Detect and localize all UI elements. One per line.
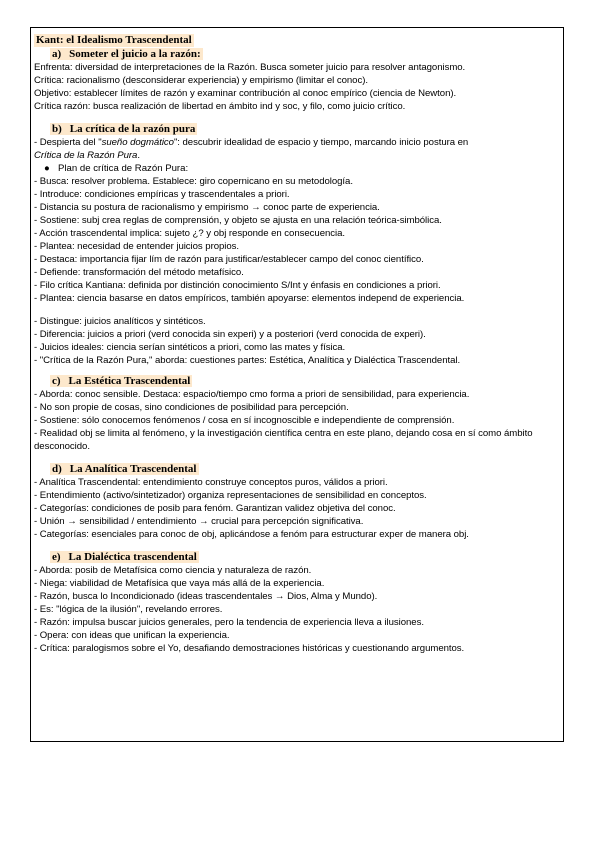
section-d-heading — [50, 463, 560, 476]
section-b-intro-cont — [34, 149, 560, 162]
section-c-line: - Sostiene: sólo conocemos fenómenos / cosa en sí incognoscible e independiente de comprensión. — [34, 415, 455, 426]
bullet-text: Plan de crítica de Razón Pura: — [58, 163, 189, 174]
section-a-heading — [50, 48, 560, 61]
section-e-label: e) — [52, 551, 61, 563]
section-d-line: - Unión → sensibilidad / entendimiento → crucial para percepción significativa. — [34, 516, 364, 527]
section-c-heading — [50, 375, 560, 388]
bullet-icon: ● — [44, 163, 50, 174]
section-e-line: - Razón, busca lo Incondicionado (ideas trascendentales → Dios, Alma y Mundo). — [34, 591, 378, 602]
intro-text: ": descubrir idealidad de espacio y tiempo, marcando inicio postura en — [173, 137, 469, 148]
section-e-line: - Crítica: paralogismos sobre el Yo, desafiando demostraciones históricas y cuestionando argumentos. — [34, 643, 465, 654]
book-title: Crítica de la Razón Pura — [34, 150, 138, 161]
section-b-line: - Destaca: importancia fijar lím de razón para justificar/establecer campo del conoc científico. — [34, 254, 424, 265]
section-e-line: - Es: "lógica de la ilusión", revelando errores. — [34, 604, 223, 615]
section-b-line: - Juicios ideales: ciencia serían sintéticos a priori, como las mates y física. — [34, 342, 346, 353]
section-c-line: - Realidad obj se limita al fenómeno, y la investigación científica centra en este plano, dejando cosa en sí como ámbito desconocido. — [34, 428, 533, 452]
section-b-line: - Introduce: condiciones empíricas y trascendentales a priori. — [34, 189, 290, 200]
section-b-heading — [50, 123, 560, 136]
section-c-line: - Aborda: conoc sensible. Destaca: espacio/tiempo cmo forma a priori de sensibilidad, para experiencia. — [34, 389, 470, 400]
plan-bullet — [34, 162, 560, 175]
section-e-title: La Dialéctica trascendental — [68, 551, 197, 563]
section-b-line: - Filo crítica Kantiana: definida por distinción conocimiento S/Int y énfasis en condiciones a priori. — [34, 280, 441, 291]
section-d-line: - Categorías: condiciones de posib para fenóm. Garantizan validez objetiva del conoc. — [34, 503, 396, 514]
section-e-line: - Aborda: posib de Metafísica como ciencia y naturaleza de razón. — [34, 565, 312, 576]
section-a-line: Objetivo: establecer límites de razón y examinar contribución al conoc empírico (ciencia de Newton). — [34, 88, 457, 99]
section-d-line: - Categorías: esenciales para conoc de obj, aplicándose a fenóm para estructurar exper de manera obj. — [34, 529, 469, 540]
section-a-line: Crítica: racionalismo (desconsiderar experiencia) y empirismo (limitar el conoc). — [34, 75, 368, 86]
section-c-title: La Estética Trascendental — [68, 375, 191, 387]
section-e-line: - Opera: con ideas que unifican la experiencia. — [34, 630, 230, 641]
section-d-line: - Entendimiento (activo/sintetizador) organiza representaciones de sensibilidad en conceptos. — [34, 490, 427, 501]
section-d-line: - Analítica Trascendental: entendimiento construye conceptos puros, válidos a priori. — [34, 477, 388, 488]
section-b-line: - Acción trascendental implica: sujeto ¿? y obj responde en consecuencia. — [34, 228, 345, 239]
section-c-line: - No son propie de cosas, sino condiciones de posibilidad para percepción. — [34, 402, 349, 413]
section-b-line: - Busca: resolver problema. Establece: giro copernicano en su metodología. — [34, 176, 353, 187]
section-b-line: - Diferencia: juicios a priori (verd conocida sin experi) y a posteriori (verd conocida de experi). — [34, 329, 426, 340]
section-e-line: - Razón: impulsa buscar juicios generales, pero la tendencia de experiencia lleva a ilusiones. — [34, 617, 424, 628]
section-b-intro — [34, 136, 560, 149]
section-d-label: d) — [52, 463, 62, 475]
section-b-line: - Plantea: necesidad de entender juicios propios. — [34, 241, 240, 252]
section-b-line: - Distingue: juicios analíticos y sintéticos. — [34, 316, 206, 327]
document-title: Kant: el Idealismo Trascendental — [36, 34, 192, 46]
section-b-line: - Sostiene: subj crea reglas de comprensión, y objeto se ajusta en una relación teórica-simbólica. — [34, 215, 442, 226]
section-a-line: Enfrenta: diversidad de interpretaciones de la Razón. Busca someter juicio para resolver antagonismo. — [34, 62, 466, 73]
intro-emphasis: sueño dogmático — [101, 137, 174, 148]
section-e-heading — [50, 551, 560, 564]
section-a-line: Crítica razón: busca realización de libertad en ámbito ind y soc, y filo, como juicio crítico. — [34, 101, 406, 112]
intro-text: . — [137, 150, 140, 161]
section-e-line: - Niega: viabilidad de Metafísica que vaya más allá de la experiencia. — [34, 578, 325, 589]
section-b-line: - Defiende: transformación del método metafísico. — [34, 267, 244, 278]
section-b-line: - Distancia su postura de racionalismo y empirismo → conoc parte de experiencia. — [34, 202, 380, 213]
document-box — [30, 27, 564, 742]
section-b-label: b) — [52, 123, 62, 135]
section-b-line: - "Crítica de la Razón Pura," aborda: cuestiones partes: Estética, Analítica y Dialéctica Trascendental. — [34, 355, 461, 366]
section-d-title: La Analítica Trascendental — [69, 463, 197, 475]
section-b-line: - Plantea: ciencia basarse en datos empíricos, también apoyarse: elementos independ de experiencia. — [34, 293, 465, 304]
intro-text: - Despierta del " — [34, 137, 102, 148]
section-a-title: Someter el juicio a la razón: — [69, 48, 201, 60]
section-c-label: c) — [52, 375, 61, 387]
section-b-title: La crítica de la razón pura — [69, 123, 196, 135]
section-a-label: a) — [52, 48, 62, 60]
